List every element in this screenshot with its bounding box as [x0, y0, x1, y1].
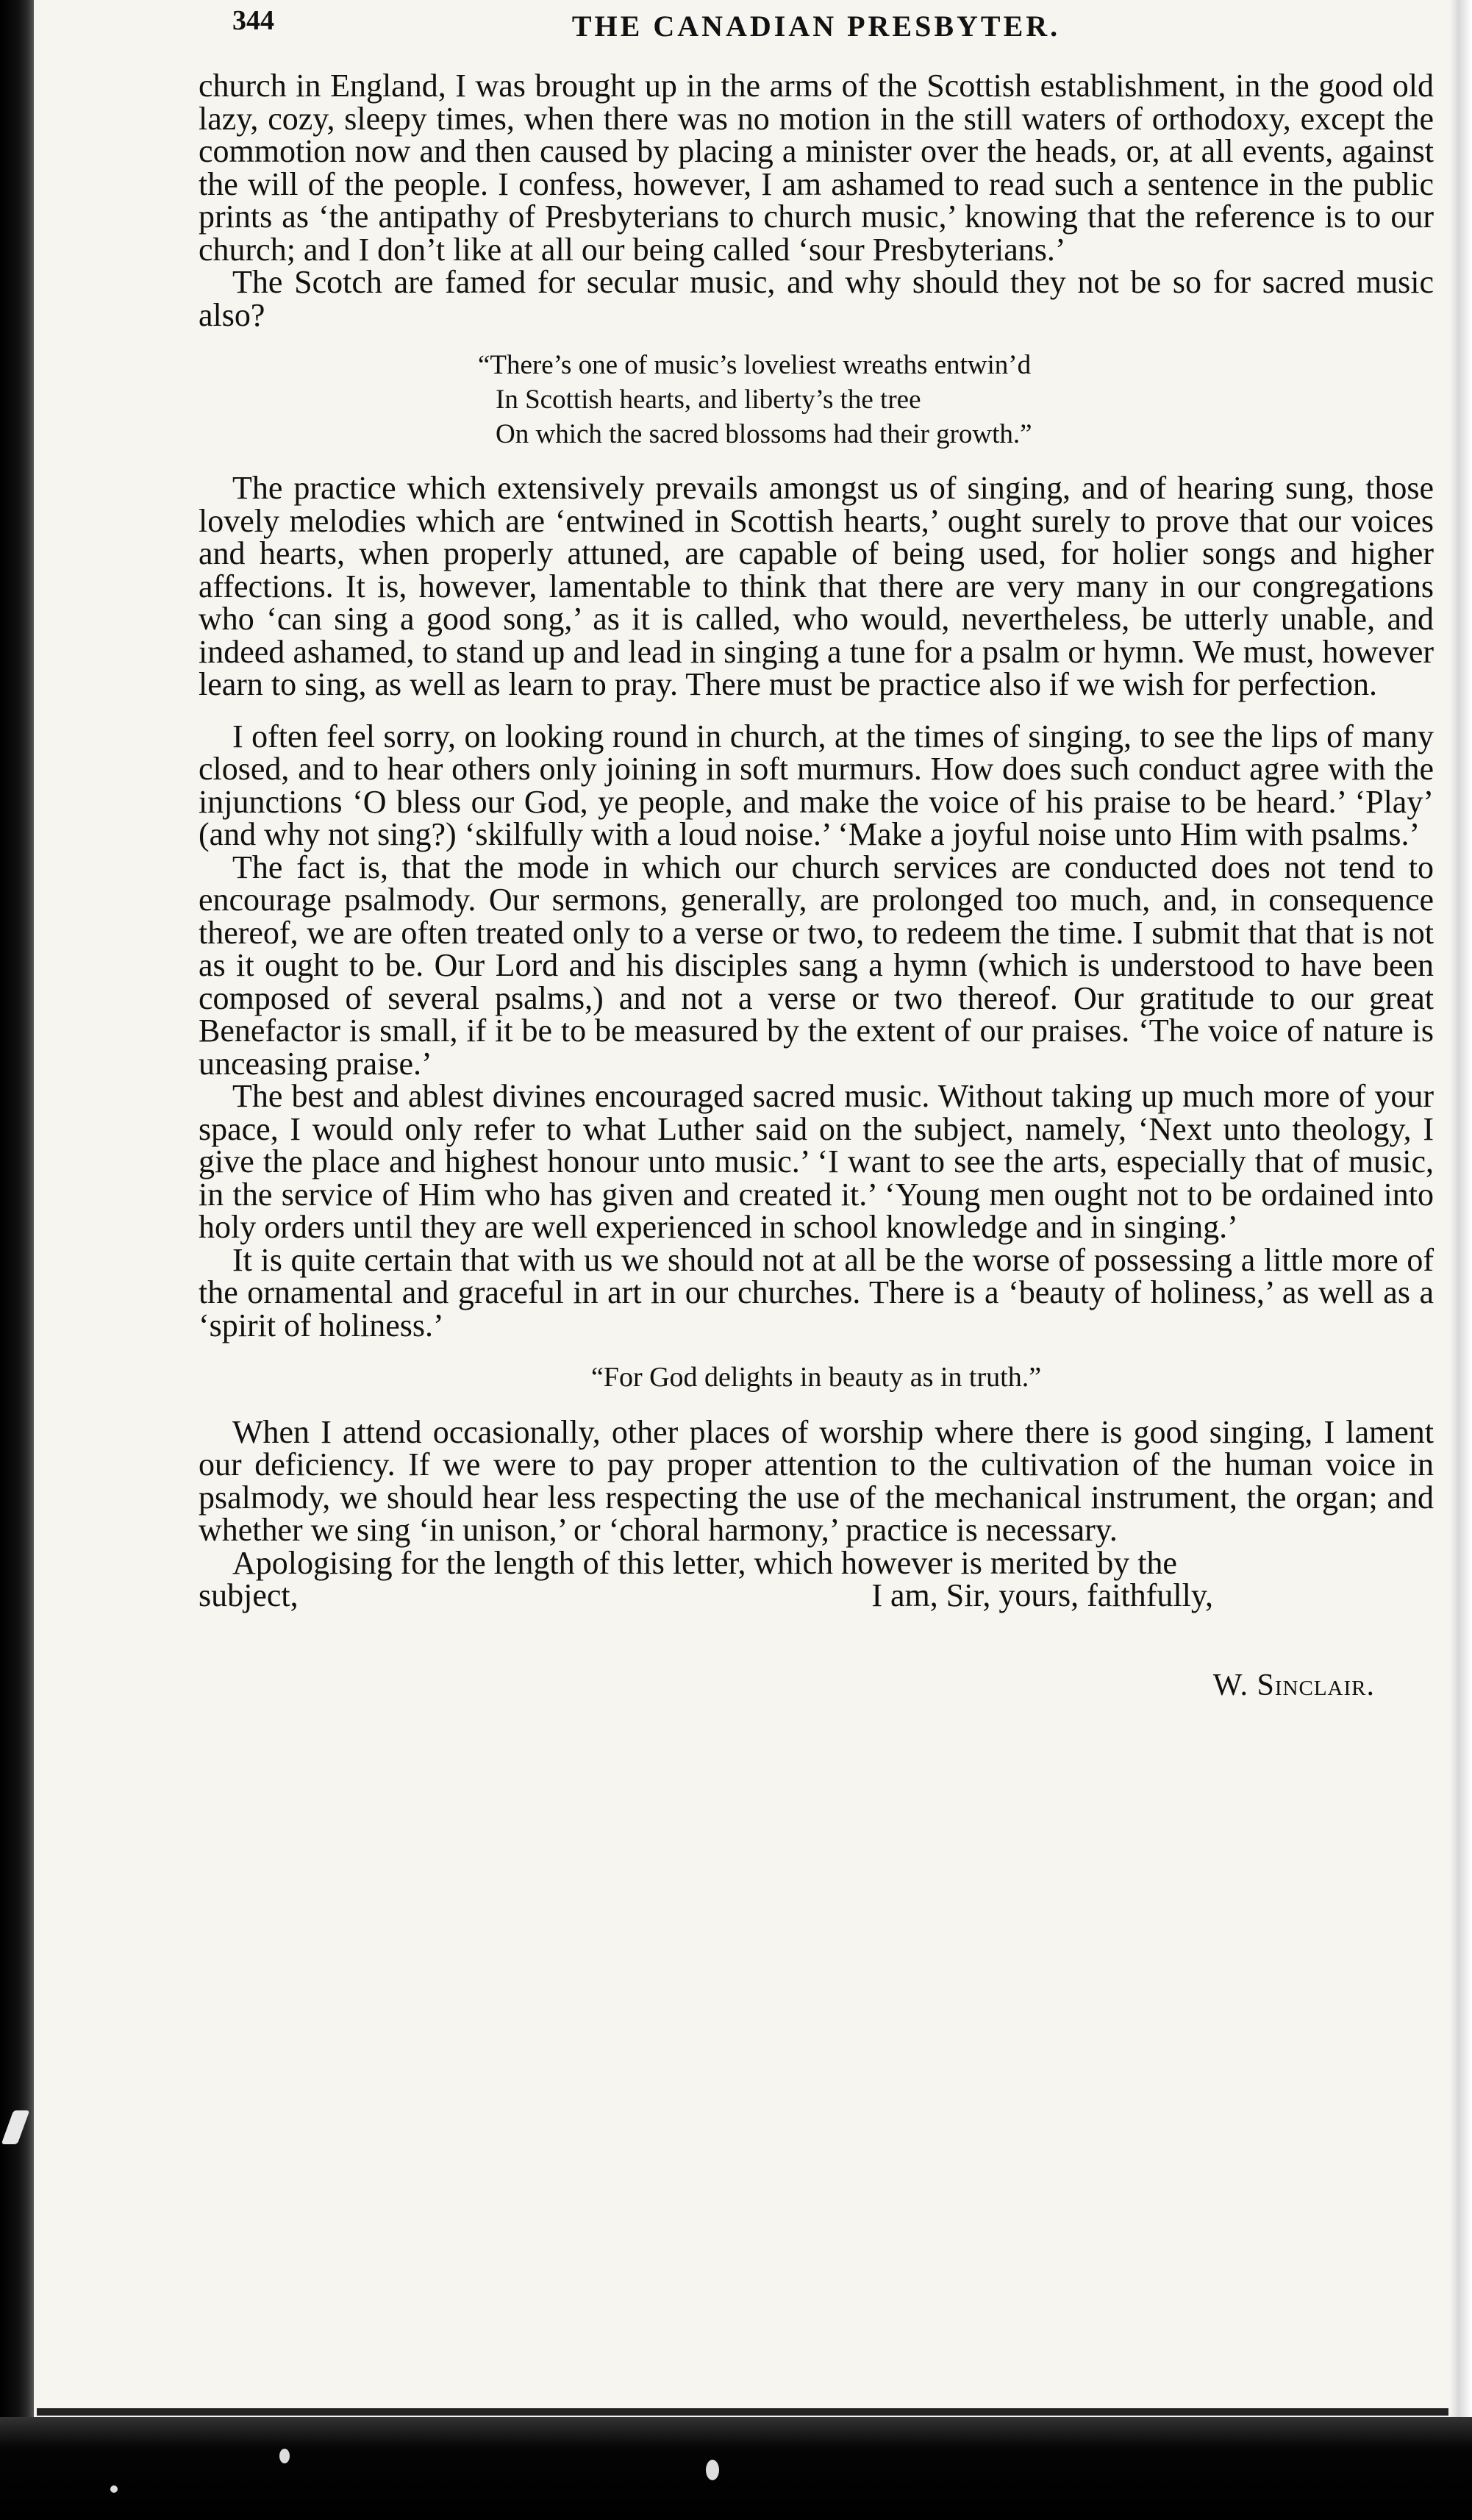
scan-speck — [110, 2485, 118, 2493]
paragraph: When I attend occasionally, other places of worship where there is good singing, I lament our deficiency. If we were to pay proper attention to the cultivation of the human voice in psalmody, we should hear less respecting the use of the mechanical instrument, the organ; and whether we sing ‘in unison,’ or ‘choral harmony,’ practice is necessary. — [199, 1413, 1434, 1548]
closing-line — [199, 1577, 1434, 1613]
signature: W. Sinclair. — [1212, 1668, 1375, 1702]
paragraph: The practice which extensively prevails amongst us of singing, and of hearing sung, those lovely melodies which are ‘entwined in Scottish hearts,’ ought surely to prove that our voices and hearts, when properly attuned, are capable of being used, for holier songs and higher affections. It is, however, lamentable to think that there are very many in our congregations who ‘can sing a good song,’ as it is called, who would, nevertheless, be utterly unable, and indeed ashamed, to stand up and lead in singing a tune for a psalm or hymn. We must, however learn to sing, as well as learn to pray. There must be practice also if we wish for perfection. — [199, 470, 1434, 702]
paragraph: The fact is, that the mode in which our church services are conducted does not tend to encourage psalmody. Our sermons, generally, are prolonged too much, and, in consequence thereof, we are often treated only to a verse or two, to redeem the time. I submit that that is not as it ought to be. Our Lord and his disciples sang a hymn (which is understood to have been composed of several psalms,) and not a verse or two thereof. Our gratitude to our great Benefactor is small, if it be to be measured by the extent of our praises. ‘The voice of nature is unceasing praise.’ — [199, 849, 1434, 1082]
closing-subject: subject, — [199, 1577, 299, 1613]
paragraph: The best and ablest divines encouraged sacred music. Without taking up much more of your space, I would only refer to what Luther said on the subject, namely, ‘Next unto theology, I give the place and highest honour unto music.’ ‘I want to see the arts, especially that of music, in the service of Him who has given and created it.’ ‘Young men ought not to be ordained into holy orders until they are well experienced in school knowledge and in singing.’ — [199, 1078, 1434, 1245]
scan-right-border — [1450, 0, 1472, 2427]
scan-speck — [279, 2449, 290, 2463]
valediction: I am, Sir, yours, faithfully, — [871, 1577, 1213, 1613]
verse-quotation — [199, 348, 1434, 451]
article-body — [199, 70, 1434, 1702]
running-head: THE CANADIAN PRESBYTER. — [571, 10, 1061, 43]
paragraph: The Scotch are famed for secular music, and why should they not be so for sacred music also? — [199, 264, 1434, 333]
paragraph: I often feel sorry, on looking round in church, at the times of singing, to see the lips of many closed, and to hear others only joining in soft murmurs. How does such conduct agree with the injunctions ‘O bless our God, ye people, and make the voice of his praise to be heard.’ ‘Play’ (and why not sing?) ‘skilfully with a loud noise.’ ‘Make a joyful noise unto Him with psalms.’ — [199, 718, 1434, 852]
page-header — [199, 0, 1434, 70]
page-number: 344 — [232, 5, 274, 36]
verse-line: “There’s one of music’s loveliest wreaths entwin’d — [478, 350, 1032, 380]
book-page — [199, 0, 1434, 1702]
page-bottom-rule — [37, 2408, 1448, 2416]
quotation-line: “For God delights in beauty as in truth.” — [590, 1362, 1042, 1393]
scan-speck — [706, 2460, 719, 2480]
paragraph: It is quite certain that with us we should not at all be the worse of possessing a little more of the ornamental and graceful in art in our churches. There is a ‘beauty of holiness,’ as well as a ‘spirit of holiness.’ — [199, 1241, 1434, 1343]
paragraph-gap — [199, 702, 1434, 721]
verse-line: In Scottish hearts, and liberty’s the tree — [496, 385, 921, 415]
paragraph: church in England, I was brought up in the arms of the Scottish establishment, in the good old lazy, cozy, sleepy times, when there was no motion in the still waters of orthodoxy, except the commotion now and then caused by placing a minister over the heads, or, at all events, against the will of the people. I confess, however, I am ashamed to read such a sentence in the public prints as ‘the antipathy of Presbyterians to church music,’ knowing that the reference is to our church; and I don’t like at all our being called ‘sour Presbyterians.’ — [199, 68, 1434, 268]
scan-bottom-border — [0, 2417, 1472, 2520]
paragraph: Apologising for the length of this letter, which however is merited by the — [232, 1544, 1177, 1581]
verse-line: On which the sacred blossoms had their growth.” — [496, 419, 1032, 449]
